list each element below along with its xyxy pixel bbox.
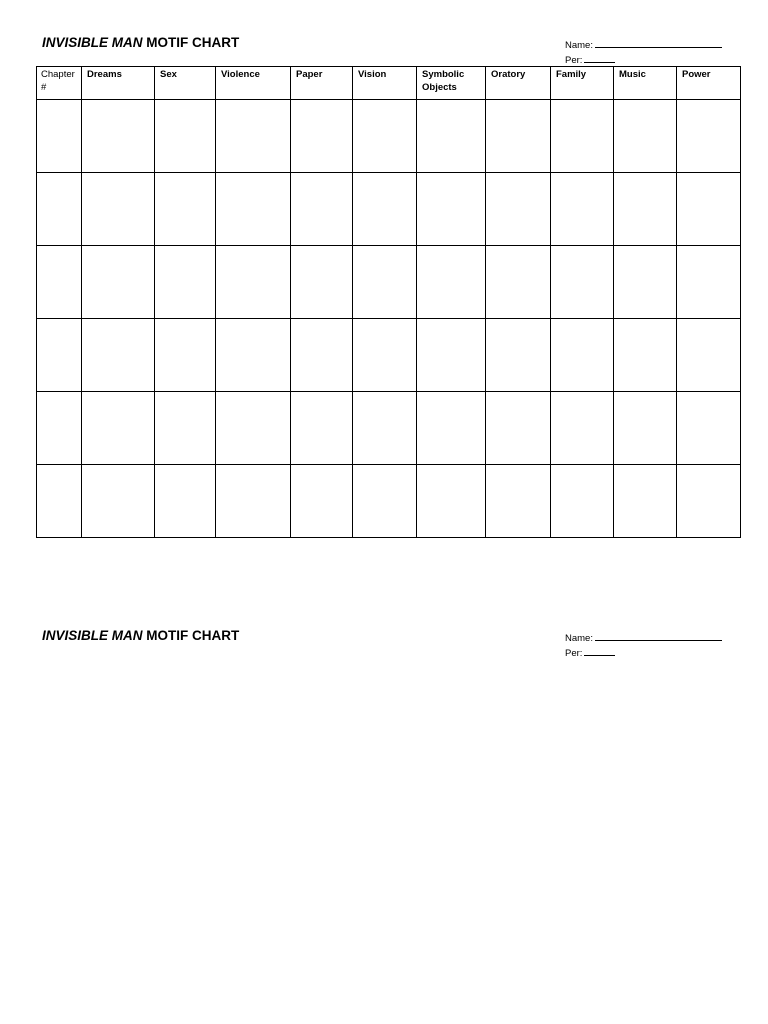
- table-row: [37, 319, 741, 392]
- table-cell[interactable]: [216, 246, 291, 319]
- chart-title-2: [42, 628, 239, 643]
- table-cell[interactable]: [486, 465, 551, 538]
- col-header-violence: Violence: [216, 67, 291, 100]
- table-cell[interactable]: [37, 465, 82, 538]
- table-row: [37, 173, 741, 246]
- table-cell[interactable]: [37, 100, 82, 173]
- table-cell[interactable]: [677, 392, 741, 465]
- title-rest-2: MOTIF CHART: [142, 628, 240, 643]
- name-blank-2[interactable]: [595, 631, 722, 641]
- table-cell[interactable]: [417, 319, 486, 392]
- table-cell[interactable]: [155, 319, 216, 392]
- table-cell[interactable]: [486, 392, 551, 465]
- col-header-symbolic-objects: Symbolic Objects: [417, 67, 486, 100]
- table-cell[interactable]: [82, 100, 155, 173]
- name-line: [565, 38, 722, 53]
- col-header-power: Power: [677, 67, 741, 100]
- title-italic-2: INVISIBLE MAN: [42, 628, 143, 643]
- table-cell[interactable]: [417, 173, 486, 246]
- table-cell[interactable]: [82, 465, 155, 538]
- table-cell[interactable]: [291, 319, 353, 392]
- col-header-music: Music: [614, 67, 677, 100]
- col-header-sex: Sex: [155, 67, 216, 100]
- table-cell[interactable]: [291, 246, 353, 319]
- table-cell[interactable]: [486, 246, 551, 319]
- table-cell[interactable]: [551, 392, 614, 465]
- name-label: Name:: [565, 40, 593, 51]
- table-cell[interactable]: [486, 173, 551, 246]
- table-row: [37, 100, 741, 173]
- name-per-block-2: [565, 631, 722, 661]
- table-row: [37, 246, 741, 319]
- table-cell[interactable]: [677, 319, 741, 392]
- title-italic: INVISIBLE MAN: [42, 35, 143, 50]
- table-cell[interactable]: [551, 319, 614, 392]
- table-cell[interactable]: [291, 465, 353, 538]
- table-cell[interactable]: [551, 173, 614, 246]
- table-header-row: [37, 67, 741, 100]
- title-rest: MOTIF CHART: [142, 35, 240, 50]
- table-cell[interactable]: [417, 392, 486, 465]
- name-per-block: [565, 38, 722, 68]
- table-row: [37, 392, 741, 465]
- col-header-paper: Paper: [291, 67, 353, 100]
- table-row: [37, 465, 741, 538]
- table-cell[interactable]: [677, 465, 741, 538]
- table-cell[interactable]: [677, 100, 741, 173]
- table-cell[interactable]: [216, 465, 291, 538]
- name-label-2: Name:: [565, 633, 593, 644]
- col-header-vision: Vision: [353, 67, 417, 100]
- col-header-dreams: Dreams: [82, 67, 155, 100]
- table-cell[interactable]: [677, 246, 741, 319]
- table-cell[interactable]: [614, 100, 677, 173]
- table-cell[interactable]: [614, 319, 677, 392]
- table-cell[interactable]: [155, 392, 216, 465]
- table-cell[interactable]: [37, 319, 82, 392]
- per-label: Per:: [565, 55, 583, 66]
- table-cell[interactable]: [614, 392, 677, 465]
- table-cell[interactable]: [291, 100, 353, 173]
- per-label-2: Per:: [565, 648, 583, 659]
- table-cell[interactable]: [155, 100, 216, 173]
- table-cell[interactable]: [216, 319, 291, 392]
- table-cell[interactable]: [216, 173, 291, 246]
- per-line-2: [565, 646, 722, 661]
- col-header-chapter: Chapter #: [37, 67, 82, 100]
- per-blank-2[interactable]: [584, 646, 615, 656]
- col-header-family: Family: [551, 67, 614, 100]
- table-cell[interactable]: [82, 392, 155, 465]
- table-cell[interactable]: [37, 392, 82, 465]
- table-cell[interactable]: [37, 246, 82, 319]
- table-cell[interactable]: [353, 392, 417, 465]
- table-cell[interactable]: [155, 173, 216, 246]
- table-cell[interactable]: [614, 246, 677, 319]
- table-cell[interactable]: [291, 392, 353, 465]
- table-cell[interactable]: [291, 173, 353, 246]
- table-cell[interactable]: [82, 319, 155, 392]
- table-cell[interactable]: [155, 465, 216, 538]
- table-cell[interactable]: [37, 173, 82, 246]
- table-cell[interactable]: [353, 319, 417, 392]
- motif-table: [36, 66, 741, 538]
- table-cell[interactable]: [216, 392, 291, 465]
- table-cell[interactable]: [353, 246, 417, 319]
- table-cell[interactable]: [353, 100, 417, 173]
- table-cell[interactable]: [551, 465, 614, 538]
- table-cell[interactable]: [551, 246, 614, 319]
- table-cell[interactable]: [614, 465, 677, 538]
- table-cell[interactable]: [486, 100, 551, 173]
- table-cell[interactable]: [417, 100, 486, 173]
- table-cell[interactable]: [82, 246, 155, 319]
- table-cell[interactable]: [417, 465, 486, 538]
- col-header-oratory: Oratory: [486, 67, 551, 100]
- per-blank[interactable]: [584, 53, 615, 63]
- table-cell[interactable]: [216, 100, 291, 173]
- table-cell[interactable]: [486, 319, 551, 392]
- name-line-2: [565, 631, 722, 646]
- table-cell[interactable]: [353, 465, 417, 538]
- table-cell[interactable]: [614, 173, 677, 246]
- chart-title: [42, 35, 239, 50]
- name-blank[interactable]: [595, 38, 722, 48]
- table-cell[interactable]: [82, 173, 155, 246]
- table-cell[interactable]: [551, 100, 614, 173]
- table-cell[interactable]: [417, 246, 486, 319]
- table-cell[interactable]: [155, 246, 216, 319]
- table-cell[interactable]: [677, 173, 741, 246]
- table-cell[interactable]: [353, 173, 417, 246]
